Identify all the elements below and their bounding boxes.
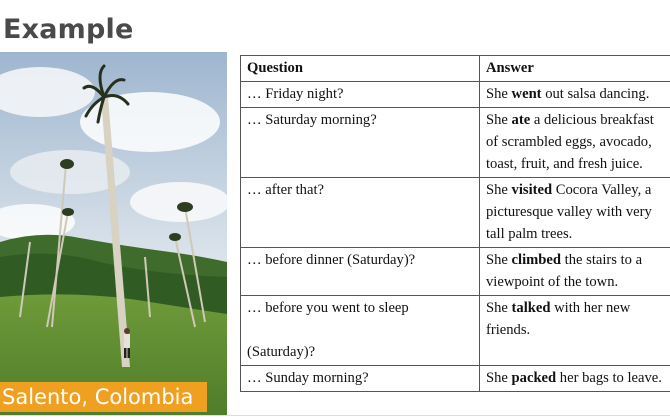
question-cell: … after that? [241,178,480,248]
question-cell: … before dinner (Saturday)? [241,248,480,296]
answer-verb: ate [511,112,531,128]
question-line: (Saturday)? [247,344,316,360]
answer-start: She [486,86,512,102]
bottom-divider [0,415,670,416]
table-row [241,366,670,392]
answer-verb: talked [511,300,551,316]
photo-caption: Salento, Colombia [0,382,207,412]
question-cell: … Saturday morning? [241,108,480,178]
question-header: Question [241,56,480,82]
slide-title: Example [3,14,134,45]
answer-verb: climbed [511,252,562,268]
answer-verb: visited [511,182,553,198]
answer-cell [480,366,670,392]
palm-trees-photo-icon [0,52,227,415]
table-header-row [241,56,670,82]
answer-header: Answer [480,56,670,82]
answer-rest: with her new friends. [486,300,631,338]
answer-rest: the stairs to a viewpoint of the town. [486,252,643,290]
qa-table [240,55,670,392]
question-line: … before you went to sleep [247,300,409,316]
answer-cell [480,296,670,366]
answer-start: She [486,300,512,316]
table-row [241,296,670,366]
answer-cell [480,82,670,108]
table-row [241,248,670,296]
answer-rest: out salsa dancing. [541,86,650,102]
answer-cell [480,108,670,178]
answer-verb: went [511,86,542,102]
question-cell [241,296,480,366]
answer-rest: Cocora Valley, a picturesque valley with very tall palm trees. [486,182,652,242]
answer-verb: packed [511,370,557,386]
table-row [241,178,670,248]
answer-start: She [486,182,512,198]
question-cell: … Friday night? [241,82,480,108]
answer-start: She [486,112,512,128]
answer-start: She [486,252,512,268]
question-cell: … Sunday morning? [241,366,480,392]
answer-rest: her bags to leave. [556,370,662,386]
answer-start: She [486,370,512,386]
answer-cell [480,248,670,296]
table-row [241,82,670,108]
salento-photo [0,52,227,415]
answer-cell [480,178,670,248]
table-row [241,108,670,178]
answer-rest: a delicious breakfast of scrambled eggs, avocado, toast, fruit, and fresh juice. [486,112,654,172]
